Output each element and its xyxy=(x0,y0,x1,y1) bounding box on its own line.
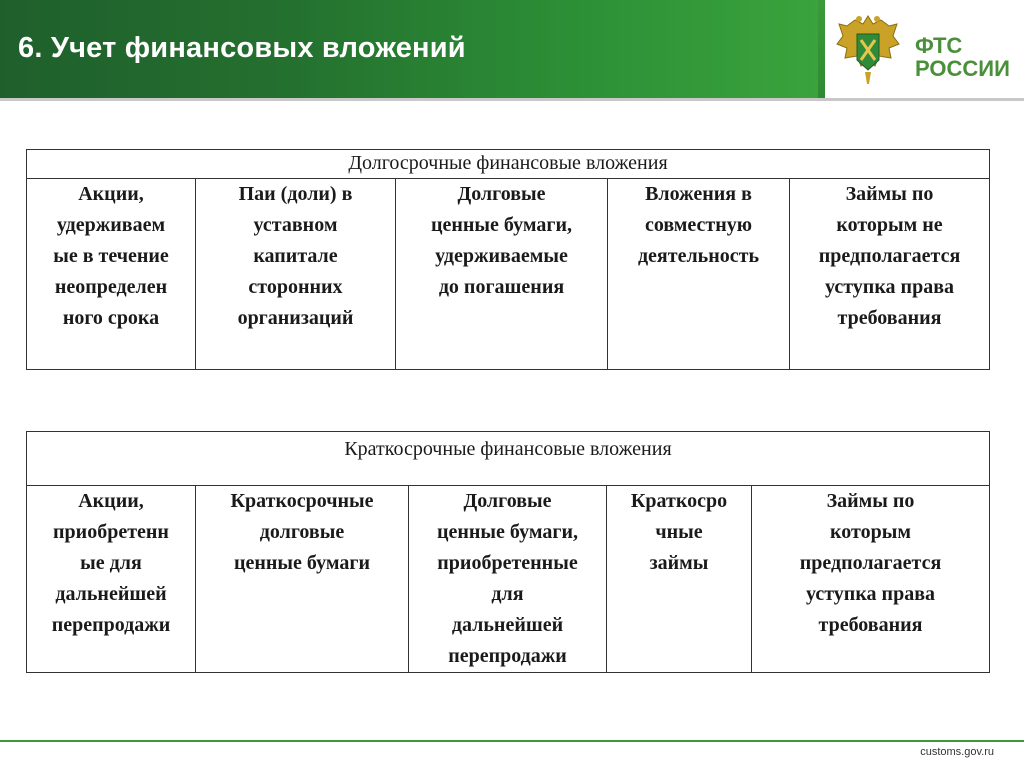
table-cell: Акции, удерживаем ые в течение неопределен ного срока xyxy=(27,179,196,370)
header-underline xyxy=(0,98,1024,101)
logo-text xyxy=(915,34,1010,80)
page-title: 6. Учет финансовых вложений xyxy=(18,32,466,64)
table-cell: Вложения в совместную деятельность xyxy=(608,179,790,370)
table-cell: Долговые ценные бумаги, приобретенные для дальнейшей перепродажи xyxy=(409,486,607,673)
logo-line-2: РОССИИ xyxy=(915,56,1010,81)
double-headed-eagle-icon xyxy=(835,10,901,86)
long-term-investments-table xyxy=(26,149,990,370)
logo-line-1: ФТС xyxy=(915,33,963,58)
footer-divider xyxy=(0,740,1024,742)
table-cell: Займы по которым не предполагается уступка права требования xyxy=(790,179,990,370)
table-cell: Паи (доли) в уставном капитале сторонних организаций xyxy=(196,179,396,370)
slide-header xyxy=(0,0,1024,98)
table-heading: Долгосрочные финансовые вложения xyxy=(27,150,990,179)
table-cell: Долговые ценные бумаги, удерживаемые до погашения xyxy=(396,179,608,370)
short-term-investments-table xyxy=(26,431,990,673)
table-heading: Краткосрочные финансовые вложения xyxy=(27,432,990,486)
table-cell: Краткосрочные долговые ценные бумаги xyxy=(196,486,409,673)
footer-url: customs.gov.ru xyxy=(920,746,994,758)
table-cell: Акции, приобретенн ые для дальнейшей перепродажи xyxy=(27,486,196,673)
table-cell: Краткосро чные займы xyxy=(607,486,752,673)
fts-logo xyxy=(825,0,1024,98)
title-band-divider xyxy=(818,0,825,98)
table-cell: Займы по которым предполагается уступка права требования xyxy=(752,486,990,673)
